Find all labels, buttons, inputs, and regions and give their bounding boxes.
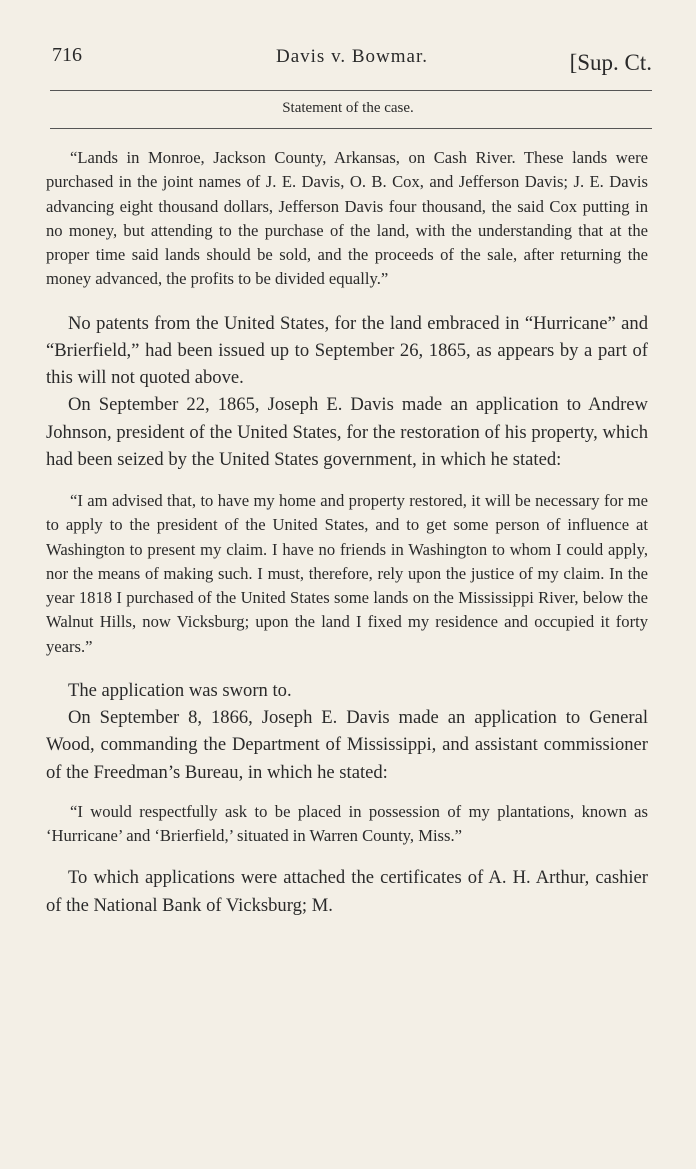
running-title: Davis v. Bowmar. bbox=[276, 46, 428, 67]
header-rule-top bbox=[50, 90, 652, 91]
paragraph-application-wood: On September 8, 1866, Joseph E. Davis made an application to General Wood, commanding the Department of Mississippi, and assistant commissioner of the Freedman’s Bureau, in which he stated: bbox=[46, 707, 648, 783]
quote-block-advised: “I am advised that, to have my home and property restored, it will be necessary for me to apply to the president of the United States, and to get some person of influence at Washington to present my claim. I have no friends in Washington to whom I could apply, nor the means of making such. I must, therefore, rely upon the justice of my claim. In the year 1818 I purchased of the United States some lands on the Mississippi River, below the Walnut Hills, now Vicksburg; upon the land I fixed my residence and occupied it forty years.” bbox=[46, 491, 648, 656]
page-number: 716 bbox=[52, 44, 82, 66]
section-subheading: Statement of the case. bbox=[282, 100, 414, 116]
quote-block-possession: “I would respectfully ask to be placed in possession of my plantations, known as ‘Hurricane’ and ‘Brierfield,’ situated in Warren County, Miss.” bbox=[46, 801, 648, 846]
page-body bbox=[46, 146, 648, 919]
quote-block-lands: “Lands in Monroe, Jackson County, Arkansas, on Cash River. These lands were purchased in the joint names of J. E. Davis, O. B. Cox, and Jefferson Davis; J. E. Davis advancing eight thousand dollars, Jefferson Davis four thousand, the said Cox putting in no money, but attending to the purchase of the land, with the understanding that at the proper time said lands should be sold, and the proceeds of the sale, after returning the money advanced, the profits to be divided equally.” bbox=[46, 148, 648, 289]
header-rule-bottom bbox=[50, 128, 652, 129]
page-header bbox=[52, 40, 652, 80]
paragraph-sworn: The application was sworn to. bbox=[68, 680, 292, 702]
court-label: [Sup. Ct. bbox=[569, 50, 652, 75]
paragraph-patents: No patents from the United States, for the land embraced in “Hurricane” and “Brierfield,” had been issued up to September 26, 1865, as appears by a part of this will not quoted above. bbox=[46, 312, 648, 389]
paragraph-application-johnson: On September 22, 1865, Joseph E. Davis made an application to Andrew Johnson, president of the United States, for the restoration of his property, which had been seized by the United States government, in which he stated: bbox=[46, 394, 648, 470]
paragraph-certificates: To which applications were attached the certificates of A. H. Arthur, cashier of the National Bank of Vicksburg; M. bbox=[46, 867, 648, 916]
